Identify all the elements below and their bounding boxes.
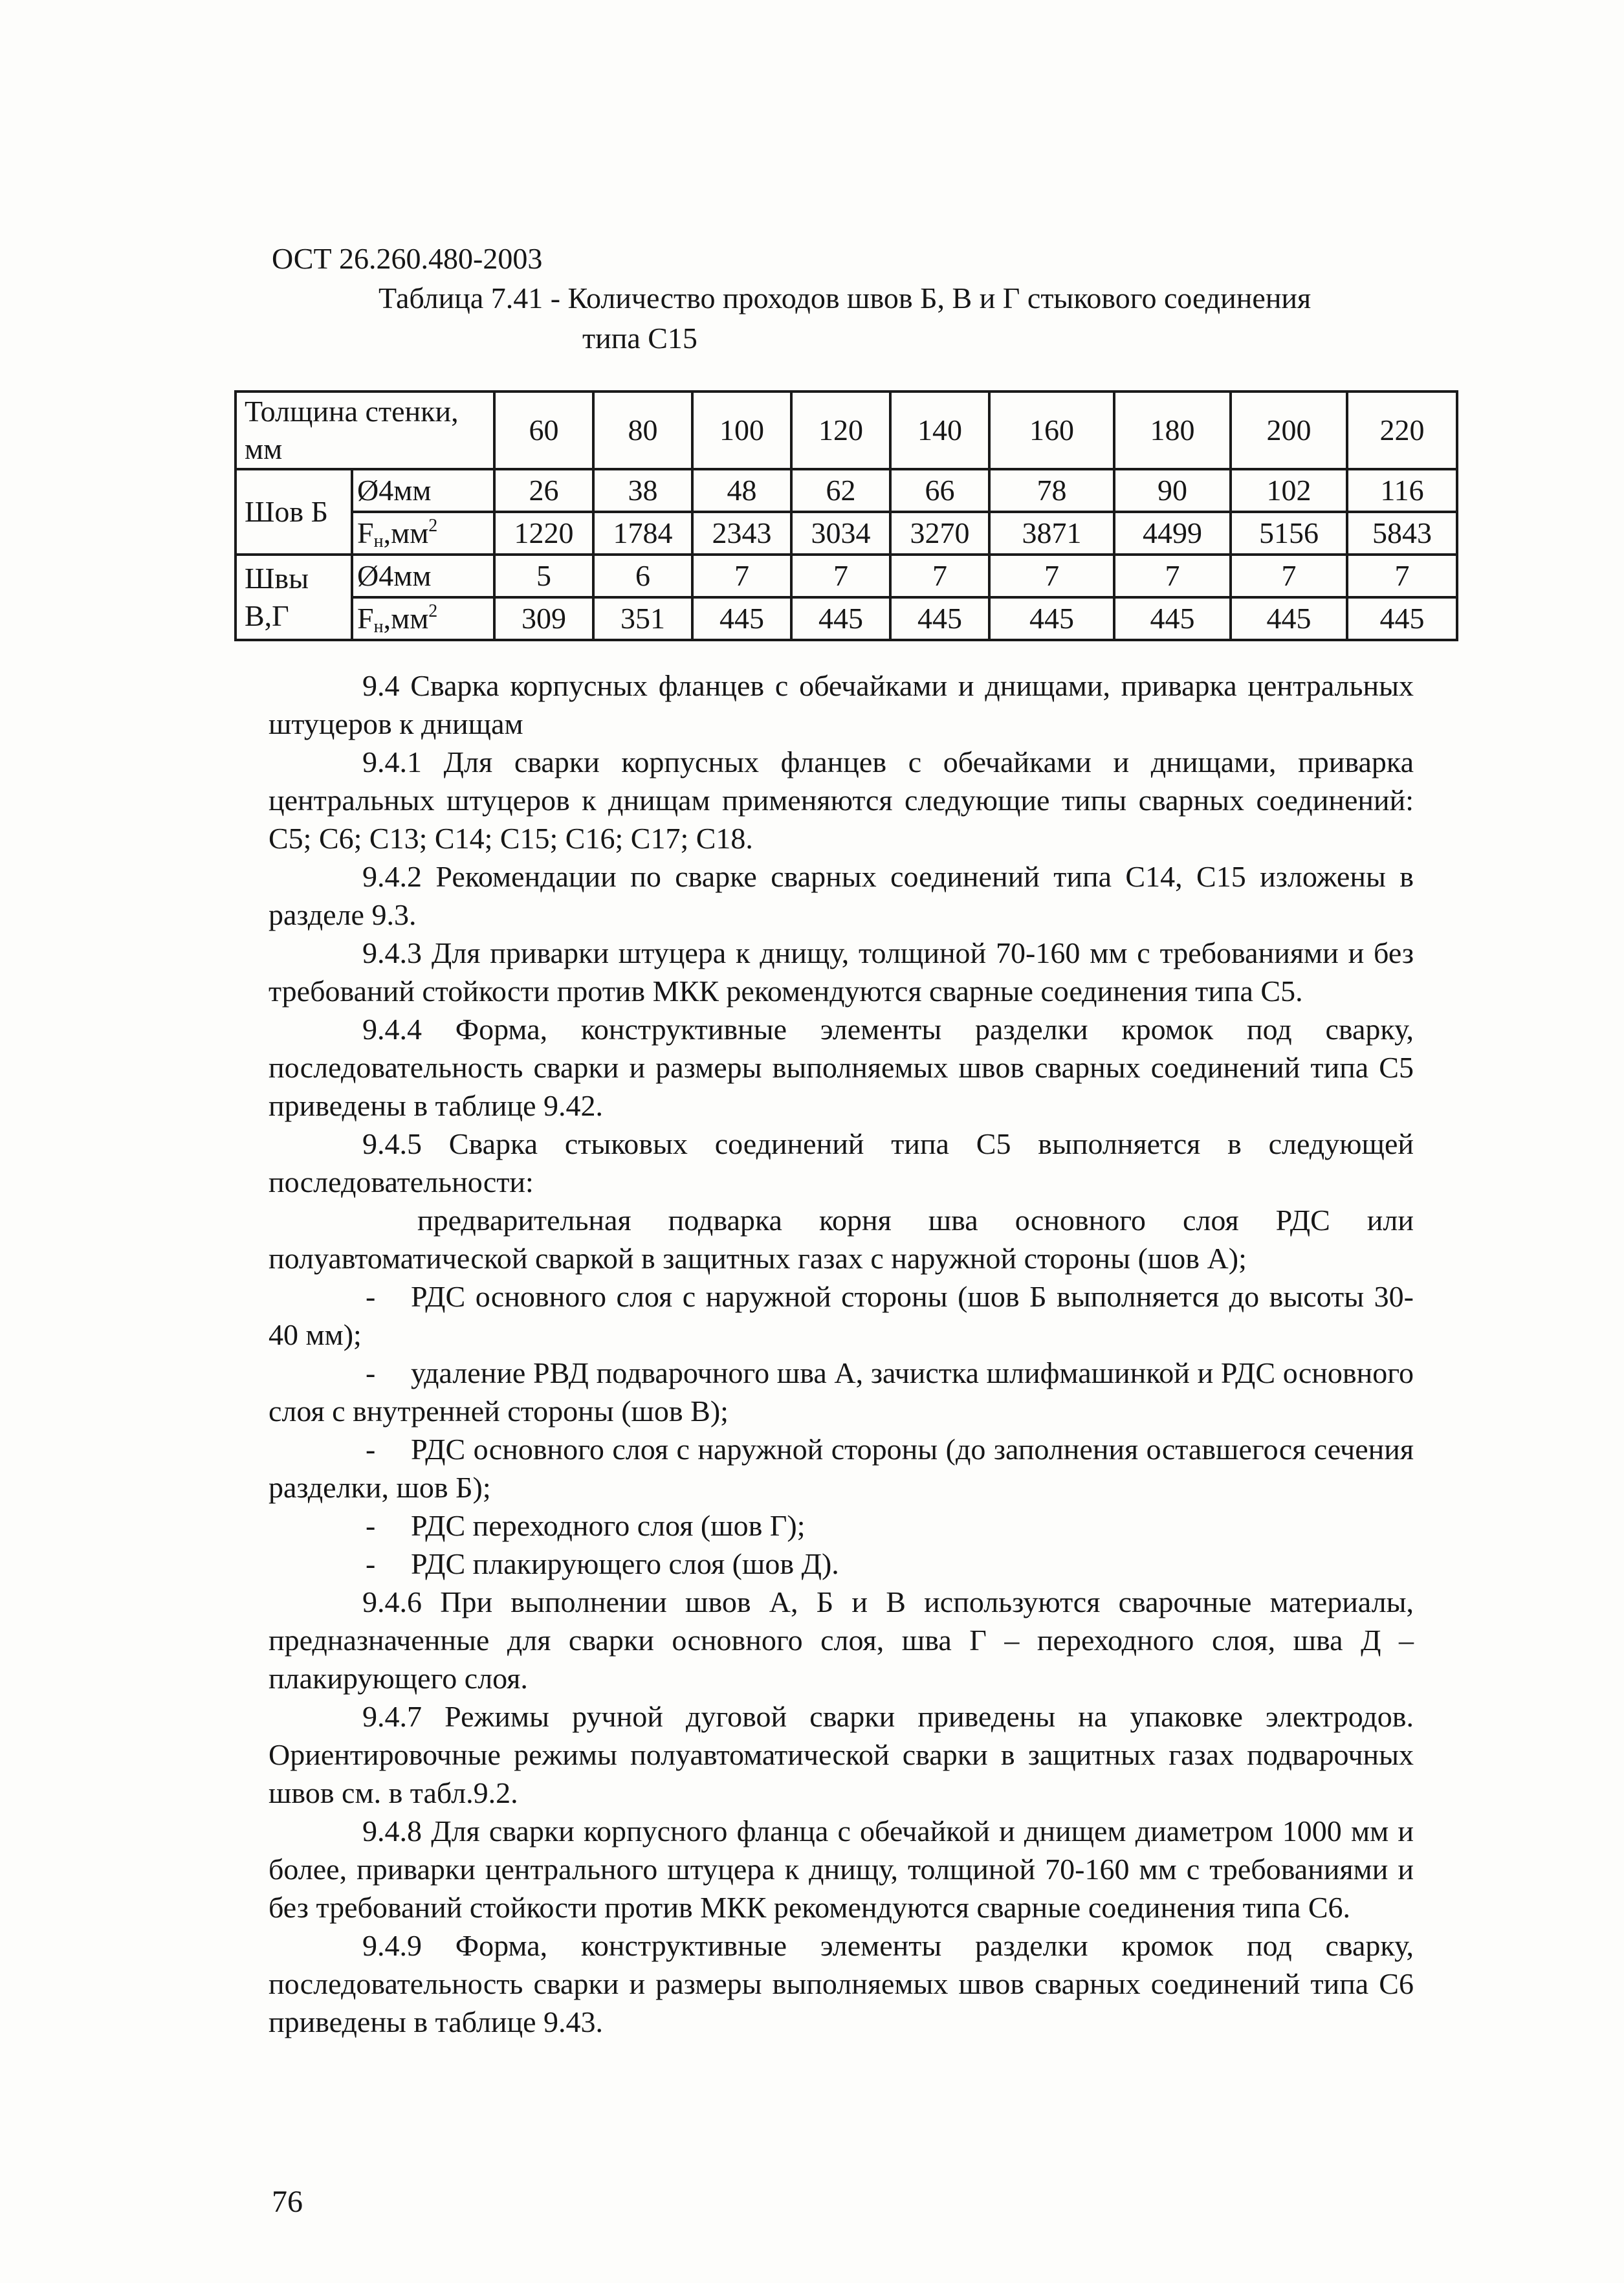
seams-vg-d4-cell: 7 <box>1347 555 1457 597</box>
seams-vg-d4-cell: 7 <box>1114 555 1231 597</box>
seams-vg-f-row <box>236 597 1457 640</box>
page-number: 76 <box>272 2185 303 2219</box>
area-label: $F_н,мм^2$ <box>352 512 494 555</box>
paragraph-9-4-1: 9.4.1 Для сварки корпусных фланцев с обечайками и днищами, приварка центральных штуцеров к днищам применяются следующие типы сварных соединений: С5; С6; С13; С14; С15; С16; С17; С18. <box>269 745 1414 855</box>
paragraph-9-4-4: 9.4.4 Форма, конструктивные элементы разделки кромок под сварку, последовательность сварки и размеры выполняемых швов сварных соединений типа С5 приведены в таблице 9.42. <box>269 1013 1414 1122</box>
seams-vg-area-cell: 445 <box>1231 597 1347 640</box>
passes-table <box>234 390 1458 641</box>
seam-b-area-cell: 5843 <box>1347 512 1457 555</box>
seam-b-area-cell: 3034 <box>791 512 890 555</box>
seam-b-area-cell: 4499 <box>1114 512 1231 555</box>
seams-vg-d4-cell: 6 <box>593 555 692 597</box>
sequence-step-6: - РДС плакирующего слоя (шов Д). <box>269 1545 1414 1583</box>
paragraph-9-4-6: 9.4.6 При выполнении швов А, Б и В используются сварочные материалы, предназначенные для сварки основного слоя, шва Г – переходного слоя, шва Д – плакирующего слоя. <box>269 1585 1414 1695</box>
table-caption-line2: типа С15 <box>582 322 697 355</box>
body-text <box>269 667 1414 2041</box>
seams-vg-d4-cell: 7 <box>692 555 791 597</box>
paragraph-9-4-5: 9.4.5 Сварка стыковых соединений типа С5 выполняется в следующей последовательности: <box>269 1127 1414 1198</box>
sequence-step-4: - РДС основного слоя с наружной стороны (до заполнения оставшегося сечения разделки, шов Б); <box>269 1430 1414 1506</box>
thickness-cell: 160 <box>989 392 1114 469</box>
sequence-step-2: - РДС основного слоя с наружной стороны (шов Б выполняется до высоты 30-40 мм); <box>269 1277 1414 1354</box>
seam-b-area-cell: 2343 <box>692 512 791 555</box>
seam-b-d4-cell: 26 <box>494 469 593 512</box>
paragraph-9-4-3: 9.4.3 Для приварки штуцера к днищу, толщиной 70-160 мм с требованиями и без требований стойкости против МКК рекомендуются сварные соединения типа С5. <box>269 936 1414 1008</box>
list-dash: - <box>366 1547 376 1580</box>
seam-b-area-cell: 1784 <box>593 512 692 555</box>
seams-vg-d4-cell: 5 <box>494 555 593 597</box>
table-caption <box>379 278 1478 358</box>
thickness-cell: 120 <box>791 392 890 469</box>
seams-vg-label: Швы В,Г <box>236 555 352 640</box>
list-dash: - <box>366 1280 376 1313</box>
seam-b-d4-cell: 116 <box>1347 469 1457 512</box>
section-heading-9-4: 9.4 Сварка корпусных фланцев с обечайками и днищами, приварка центральных штуцеров к днищам <box>269 669 1414 740</box>
paragraph-9-4-7: 9.4.7 Режимы ручной дуговой сварки приведены на упаковке электродов. Ориентировочные режимы полуавтоматической сварки в защитных газах подварочных швов см. в табл.9.2. <box>269 1700 1414 1809</box>
seams-vg-area-cell: 445 <box>692 597 791 640</box>
seam-b-d4-cell: 90 <box>1114 469 1231 512</box>
list-dash: - <box>366 1356 376 1389</box>
seams-vg-area-cell: 309 <box>494 597 593 640</box>
thickness-label: Толщина стенки, мм <box>236 392 494 469</box>
seam-b-d4-cell: 66 <box>890 469 989 512</box>
seams-vg-d4-cell: 7 <box>1231 555 1347 597</box>
seam-b-area-cell: 3270 <box>890 512 989 555</box>
paragraph-9-4-9: 9.4.9 Форма, конструктивные элементы разделки кромок под сварку, последовательность сварки и размеры выполняемых швов сварных соединений типа С6 приведены в таблице 9.43. <box>269 1929 1414 2038</box>
thickness-cell: 180 <box>1114 392 1231 469</box>
seam-b-area-cell: 5156 <box>1231 512 1347 555</box>
seams-vg-area-cell: 445 <box>890 597 989 640</box>
seams-vg-d4-cell: 7 <box>989 555 1114 597</box>
thickness-cell: 100 <box>692 392 791 469</box>
seam-b-d4-cell: 48 <box>692 469 791 512</box>
thickness-cell: 140 <box>890 392 989 469</box>
sequence-step-1: предварительная подварка корня шва основного слоя РДС или полуавтоматической сваркой в защитных газах с наружной стороны (шов А); <box>269 1204 1414 1275</box>
sequence-step-3: - удаление РВД подварочного шва А, зачистка шлифмашинкой и РДС основного слоя с внутренней стороны (шов В); <box>269 1354 1414 1430</box>
seam-b-d4-cell: 102 <box>1231 469 1347 512</box>
seam-b-d4-cell: 38 <box>593 469 692 512</box>
seams-vg-d4-cell: 7 <box>890 555 989 597</box>
seam-b-d4-row <box>236 469 1457 512</box>
paragraph-9-4-8: 9.4.8 Для сварки корпусного фланца с обечайкой и днищем диаметром 1000 мм и более, приварки центрального штуцера к днищу, толщиной 70-160 мм с требованиями и без требований стойкости против МКК рекомендуются сварные соединения типа С6. <box>269 1814 1414 1924</box>
seams-vg-area-cell: 445 <box>989 597 1114 640</box>
electrode-d4-label: Ø4мм <box>352 555 494 597</box>
electrode-d4-label: Ø4мм <box>352 469 494 512</box>
seam-b-area-cell: 1220 <box>494 512 593 555</box>
paragraph-9-4-2: 9.4.2 Рекомендации по сварке сварных соединений типа С14, С15 изложены в разделе 9.3. <box>269 860 1414 931</box>
document-code-header: ОСТ 26.260.480-2003 <box>272 242 543 275</box>
thickness-cell: 200 <box>1231 392 1347 469</box>
thickness-row <box>236 392 1457 469</box>
table-caption-line1: Таблица 7.41 - Количество проходов швов Б, В и Г стыкового соединения <box>379 281 1311 314</box>
seams-vg-area-cell: 445 <box>791 597 890 640</box>
list-dash: - <box>366 1433 376 1466</box>
seam-b-d4-cell: 62 <box>791 469 890 512</box>
seam-b-d4-cell: 78 <box>989 469 1114 512</box>
seams-vg-area-cell: 445 <box>1347 597 1457 640</box>
seam-b-f-row <box>236 512 1457 555</box>
area-label: $F_н,мм^2$ <box>352 597 494 640</box>
seams-vg-d4-cell: 7 <box>791 555 890 597</box>
thickness-cell: 220 <box>1347 392 1457 469</box>
thickness-cell: 80 <box>593 392 692 469</box>
seams-vg-area-cell: 445 <box>1114 597 1231 640</box>
list-dash: - <box>366 1509 376 1542</box>
thickness-cell: 60 <box>494 392 593 469</box>
sequence-step-5: - РДС переходного слоя (шов Г); <box>269 1506 1414 1545</box>
seam-b-label: Шов Б <box>236 469 352 555</box>
seam-b-area-cell: 3871 <box>989 512 1114 555</box>
seams-vg-d4-row <box>236 555 1457 597</box>
seams-vg-area-cell: 351 <box>593 597 692 640</box>
